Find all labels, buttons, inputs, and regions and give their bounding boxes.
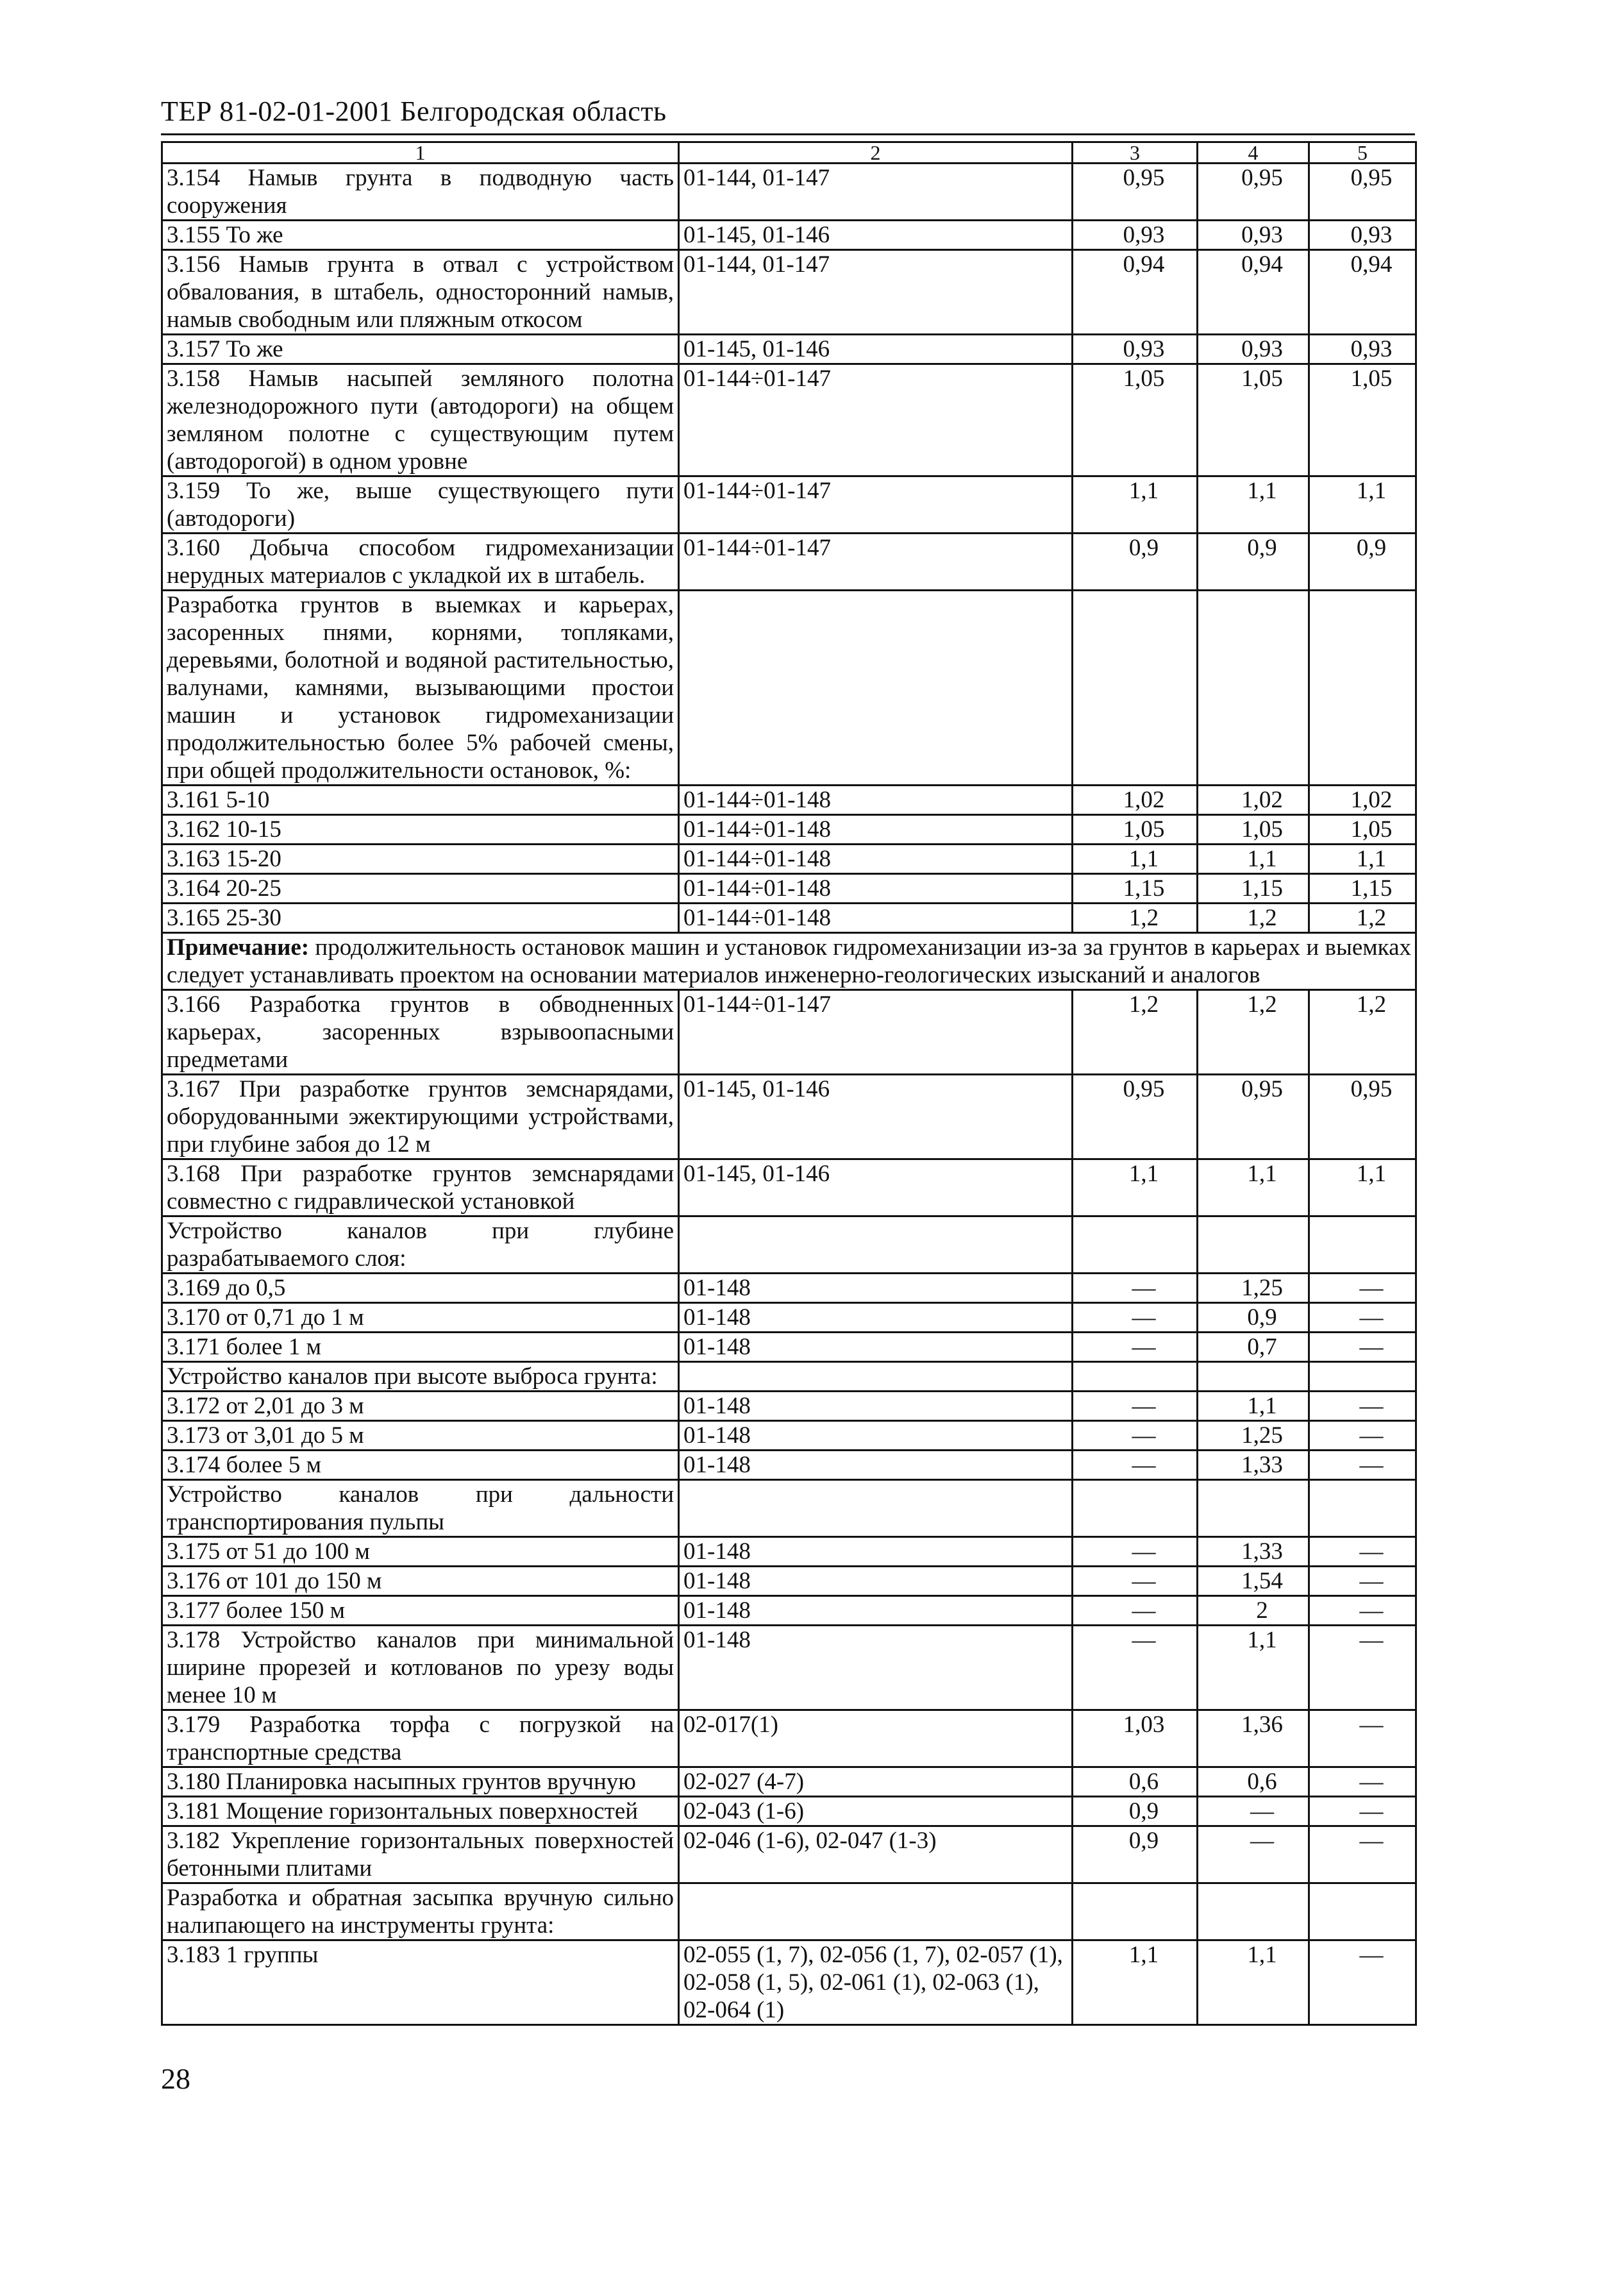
page-header: ТЕР 81-02-01-2001 Белгородская область: [161, 96, 667, 127]
coef-cell-4: 1,25: [1198, 1421, 1309, 1451]
coef-cell-5: —: [1309, 1826, 1416, 1883]
coef-cell-5: 1,1: [1309, 476, 1416, 534]
coef-cell-5: —: [1309, 1940, 1416, 2025]
coef-cell-4: 1,33: [1198, 1451, 1309, 1480]
description-cell: Устройство каналов при дальности транспортирования пульпы: [162, 1480, 679, 1537]
code-cell: 01-144÷01-148: [679, 874, 1073, 904]
table-row: [162, 1451, 1416, 1480]
table-row: [162, 1596, 1416, 1626]
coef-cell-5: —: [1309, 1710, 1416, 1767]
code-cell: [679, 1480, 1073, 1537]
code-cell: 01-148: [679, 1596, 1073, 1626]
column-header: 5: [1309, 142, 1416, 164]
coef-cell-3: 0,93: [1073, 221, 1198, 250]
table-row: [162, 845, 1416, 874]
coef-cell-5: —: [1309, 1567, 1416, 1596]
coef-cell-3: [1073, 1362, 1198, 1392]
code-cell: 01-144÷01-147: [679, 534, 1073, 591]
coef-cell-4: 2: [1198, 1596, 1309, 1626]
description-cell: 3.172 от 2,01 до 3 м: [162, 1392, 679, 1421]
coef-cell-3: [1073, 1216, 1198, 1274]
description-cell: 3.170 от 0,71 до 1 м: [162, 1303, 679, 1333]
table-row: [162, 250, 1416, 335]
coef-cell-5: —: [1309, 1767, 1416, 1797]
code-cell: 02-046 (1-6), 02-047 (1-3): [679, 1826, 1073, 1883]
coef-cell-5: 1,05: [1309, 364, 1416, 476]
coef-cell-3: 0,9: [1073, 534, 1198, 591]
coef-cell-3: 1,1: [1073, 845, 1198, 874]
coef-cell-3: 0,9: [1073, 1797, 1198, 1826]
coef-cell-3: 1,05: [1073, 815, 1198, 845]
code-cell: 01-148: [679, 1537, 1073, 1567]
coef-cell-3: 1,03: [1073, 1710, 1198, 1767]
coef-cell-3: 0,93: [1073, 335, 1198, 364]
table-row: [162, 164, 1416, 221]
coef-cell-5: 0,95: [1309, 164, 1416, 221]
column-header: 2: [679, 142, 1073, 164]
coef-cell-3: 1,15: [1073, 874, 1198, 904]
coef-cell-3: —: [1073, 1333, 1198, 1362]
code-cell: 01-145, 01-146: [679, 221, 1073, 250]
coef-cell-3: 1,05: [1073, 364, 1198, 476]
header-rule: [161, 133, 1415, 135]
code-cell: [679, 1362, 1073, 1392]
coef-cell-4: 1,2: [1198, 990, 1309, 1075]
coef-cell-3: —: [1073, 1596, 1198, 1626]
description-cell: 3.176 от 101 до 150 м: [162, 1567, 679, 1596]
table-row: [162, 874, 1416, 904]
table-row: [162, 335, 1416, 364]
description-cell: 3.178 Устройство каналов при минимальной ширине прорезей и котлованов по урезу воды менее 10 м: [162, 1626, 679, 1710]
table-row: [162, 1767, 1416, 1797]
description-cell: 3.171 более 1 м: [162, 1333, 679, 1362]
coef-cell-5: 1,05: [1309, 815, 1416, 845]
code-cell: 02-043 (1-6): [679, 1797, 1073, 1826]
coef-cell-3: 0,95: [1073, 1075, 1198, 1159]
description-cell: 3.179 Разработка торфа с погрузкой на транспортные средства: [162, 1710, 679, 1767]
description-cell: 3.155 То же: [162, 221, 679, 250]
coef-cell-5: —: [1309, 1797, 1416, 1826]
coef-cell-5: [1309, 1480, 1416, 1537]
coef-cell-5: —: [1309, 1626, 1416, 1710]
coef-cell-5: —: [1309, 1596, 1416, 1626]
coefficients-table: [161, 141, 1417, 2026]
coef-cell-5: 1,15: [1309, 874, 1416, 904]
coef-cell-4: 1,1: [1198, 476, 1309, 534]
coef-cell-3: 1,02: [1073, 786, 1198, 815]
coef-cell-5: —: [1309, 1392, 1416, 1421]
code-cell: 01-144÷01-148: [679, 815, 1073, 845]
code-cell: 01-148: [679, 1392, 1073, 1421]
table-row: [162, 1362, 1416, 1392]
coef-cell-5: 1,02: [1309, 786, 1416, 815]
code-cell: [679, 591, 1073, 786]
description-cell: 3.169 до 0,5: [162, 1274, 679, 1303]
code-cell: 01-144, 01-147: [679, 164, 1073, 221]
table-row: [162, 1159, 1416, 1216]
coef-cell-3: 0,94: [1073, 250, 1198, 335]
coef-cell-3: 0,95: [1073, 164, 1198, 221]
code-cell: [679, 1216, 1073, 1274]
coef-cell-3: [1073, 1480, 1198, 1537]
table-row: [162, 1274, 1416, 1303]
coef-cell-4: [1198, 1480, 1309, 1537]
table-header-row: [162, 142, 1416, 164]
table-row: [162, 1333, 1416, 1362]
description-cell: 3.154 Намыв грунта в подводную часть сооружения: [162, 164, 679, 221]
table-row: [162, 1883, 1416, 1940]
table-row: [162, 1567, 1416, 1596]
coef-cell-4: 0,7: [1198, 1333, 1309, 1362]
description-cell: 3.157 То же: [162, 335, 679, 364]
coef-cell-3: —: [1073, 1274, 1198, 1303]
coef-cell-5: 0,93: [1309, 221, 1416, 250]
coef-cell-3: [1073, 591, 1198, 786]
description-cell: 3.168 При разработке грунтов земснарядами совместно с гидравлической установкой: [162, 1159, 679, 1216]
description-cell: Устройство каналов при высоте выброса грунта:: [162, 1362, 679, 1392]
table-row: [162, 1626, 1416, 1710]
table-row: [162, 904, 1416, 933]
description-cell: 3.161 5-10: [162, 786, 679, 815]
code-cell: 01-144, 01-147: [679, 250, 1073, 335]
description-cell: 3.165 25-30: [162, 904, 679, 933]
coef-cell-5: —: [1309, 1333, 1416, 1362]
coef-cell-5: 1,1: [1309, 1159, 1416, 1216]
description-cell: 3.159 То же, выше существующего пути (автодороги): [162, 476, 679, 534]
table-row: [162, 591, 1416, 786]
coef-cell-5: 0,94: [1309, 250, 1416, 335]
coef-cell-4: 1,1: [1198, 845, 1309, 874]
code-cell: 02-017(1): [679, 1710, 1073, 1767]
coef-cell-4: 1,02: [1198, 786, 1309, 815]
table-row: [162, 476, 1416, 534]
coef-cell-4: 0,6: [1198, 1767, 1309, 1797]
coef-cell-4: 1,05: [1198, 364, 1309, 476]
code-cell: 02-055 (1, 7), 02-056 (1, 7), 02-057 (1), 02-058 (1, 5), 02-061 (1), 02-063 (1), 02-064 (1): [679, 1940, 1073, 2025]
note-cell: [162, 933, 1416, 990]
column-header: 3: [1073, 142, 1198, 164]
table-row: [162, 815, 1416, 845]
code-cell: 01-144÷01-147: [679, 990, 1073, 1075]
coef-cell-4: 1,25: [1198, 1274, 1309, 1303]
coef-cell-5: —: [1309, 1537, 1416, 1567]
table-row: [162, 534, 1416, 591]
coef-cell-4: 0,95: [1198, 164, 1309, 221]
coef-cell-4: 0,93: [1198, 221, 1309, 250]
coef-cell-3: 0,6: [1073, 1767, 1198, 1797]
table-row: [162, 1421, 1416, 1451]
coef-cell-4: 0,9: [1198, 534, 1309, 591]
coef-cell-5: 1,2: [1309, 904, 1416, 933]
table-row: [162, 1826, 1416, 1883]
table-note-row: [162, 933, 1416, 990]
coef-cell-5: [1309, 591, 1416, 786]
coef-cell-4: 0,94: [1198, 250, 1309, 335]
table-row: [162, 221, 1416, 250]
coef-cell-4: 1,1: [1198, 1392, 1309, 1421]
coef-cell-5: 0,9: [1309, 534, 1416, 591]
description-cell: 3.182 Укрепление горизонтальных поверхностей бетонными плитами: [162, 1826, 679, 1883]
coef-cell-3: 1,2: [1073, 990, 1198, 1075]
coef-cell-4: [1198, 1883, 1309, 1940]
column-header: 4: [1198, 142, 1309, 164]
coef-cell-3: —: [1073, 1626, 1198, 1710]
coef-cell-4: [1198, 1216, 1309, 1274]
description-cell: Разработка и обратная засыпка вручную сильно налипающего на инструменты грунта:: [162, 1883, 679, 1940]
coef-cell-5: [1309, 1883, 1416, 1940]
coef-cell-4: 1,15: [1198, 874, 1309, 904]
coef-cell-4: —: [1198, 1797, 1309, 1826]
coef-cell-4: 1,1: [1198, 1159, 1309, 1216]
table-row: [162, 1940, 1416, 2025]
code-cell: 01-148: [679, 1626, 1073, 1710]
coef-cell-5: —: [1309, 1274, 1416, 1303]
coef-cell-5: [1309, 1362, 1416, 1392]
coef-cell-3: —: [1073, 1303, 1198, 1333]
description-cell: 3.162 10-15: [162, 815, 679, 845]
code-cell: 01-144÷01-147: [679, 364, 1073, 476]
description-cell: 3.173 от 3,01 до 5 м: [162, 1421, 679, 1451]
description-cell: 3.156 Намыв грунта в отвал с устройством обвалования, в штабель, односторонний намыв, намыв свободным или пляжным откосом: [162, 250, 679, 335]
code-cell: 01-145, 01-146: [679, 1075, 1073, 1159]
description-cell: Разработка грунтов в выемках и карьерах, засоренных пнями, корнями, топляками, деревьями, болотной и водяной растительностью, валунами, камнями, вызывающими простои машин и установок гидромеханизации продолжительностью более 5% рабочей смены, при общей продолжительности остановок, %:: [162, 591, 679, 786]
description-cell: 3.158 Намыв насыпей земляного полотна железнодорожного пути (автодороги) на общем земляном полотне с существующим путем (автодорогой) в одном уровне: [162, 364, 679, 476]
coef-cell-3: —: [1073, 1567, 1198, 1596]
description-cell: 3.167 При разработке грунтов земснарядами, оборудованными эжектирующими устройствами, при глубине забоя до 12 м: [162, 1075, 679, 1159]
description-cell: 3.164 20-25: [162, 874, 679, 904]
page-number: 28: [161, 2062, 190, 2095]
note-label: Примечание:: [167, 934, 310, 961]
table-row: [162, 1075, 1416, 1159]
description-cell: 3.180 Планировка насыпных грунтов вручную: [162, 1767, 679, 1797]
coef-cell-3: —: [1073, 1392, 1198, 1421]
coef-cell-3: —: [1073, 1421, 1198, 1451]
table-row: [162, 1303, 1416, 1333]
code-cell: 01-144÷01-148: [679, 904, 1073, 933]
coef-cell-3: 0,9: [1073, 1826, 1198, 1883]
coef-cell-4: 0,95: [1198, 1075, 1309, 1159]
code-cell: 01-148: [679, 1274, 1073, 1303]
coef-cell-5: 1,2: [1309, 990, 1416, 1075]
coef-cell-5: —: [1309, 1303, 1416, 1333]
code-cell: 01-148: [679, 1333, 1073, 1362]
coef-cell-3: —: [1073, 1451, 1198, 1480]
description-cell: 3.181 Мощение горизонтальных поверхностей: [162, 1797, 679, 1826]
coef-cell-3: [1073, 1883, 1198, 1940]
description-cell: 3.177 более 150 м: [162, 1596, 679, 1626]
coef-cell-5: 0,95: [1309, 1075, 1416, 1159]
coef-cell-3: 1,1: [1073, 1159, 1198, 1216]
table-row: [162, 1537, 1416, 1567]
table-row: [162, 990, 1416, 1075]
coef-cell-3: 1,1: [1073, 476, 1198, 534]
description-cell: Устройство каналов при глубине разрабатываемого слоя:: [162, 1216, 679, 1274]
table-row: [162, 1710, 1416, 1767]
table-row: [162, 1392, 1416, 1421]
code-cell: 01-148: [679, 1421, 1073, 1451]
code-cell: 02-027 (4-7): [679, 1767, 1073, 1797]
coef-cell-5: —: [1309, 1451, 1416, 1480]
code-cell: 01-144÷01-148: [679, 786, 1073, 815]
table-row: [162, 786, 1416, 815]
table-row: [162, 1480, 1416, 1537]
column-header: 1: [162, 142, 679, 164]
coef-cell-5: [1309, 1216, 1416, 1274]
table-row: [162, 364, 1416, 476]
coef-cell-4: 0,9: [1198, 1303, 1309, 1333]
code-cell: 01-145, 01-146: [679, 335, 1073, 364]
code-cell: 01-148: [679, 1567, 1073, 1596]
coef-cell-3: 1,2: [1073, 904, 1198, 933]
coef-cell-4: [1198, 591, 1309, 786]
table-row: [162, 1797, 1416, 1826]
description-cell: 3.174 более 5 м: [162, 1451, 679, 1480]
coef-cell-4: 1,1: [1198, 1626, 1309, 1710]
description-cell: 3.163 15-20: [162, 845, 679, 874]
coef-cell-3: —: [1073, 1537, 1198, 1567]
coef-cell-3: 1,1: [1073, 1940, 1198, 2025]
coef-cell-4: 1,33: [1198, 1537, 1309, 1567]
code-cell: 01-148: [679, 1303, 1073, 1333]
note-text: продолжительность остановок машин и установок гидромеханизации из-за за грунтов в карьерах и выемках следует устанавливать проектом на основании материалов инженерно-геологических изысканий и аналогов: [167, 934, 1411, 988]
coef-cell-4: 1,36: [1198, 1710, 1309, 1767]
description-cell: 3.175 от 51 до 100 м: [162, 1537, 679, 1567]
description-cell: 3.160 Добыча способом гидромеханизации нерудных материалов с укладкой их в штабель.: [162, 534, 679, 591]
coef-cell-4: —: [1198, 1826, 1309, 1883]
coef-cell-4: 1,2: [1198, 904, 1309, 933]
code-cell: 01-148: [679, 1451, 1073, 1480]
coef-cell-4: 1,05: [1198, 815, 1309, 845]
coef-cell-4: [1198, 1362, 1309, 1392]
coef-cell-4: 1,54: [1198, 1567, 1309, 1596]
coef-cell-5: 1,1: [1309, 845, 1416, 874]
coef-cell-5: —: [1309, 1421, 1416, 1451]
coef-cell-4: 1,1: [1198, 1940, 1309, 2025]
code-cell: [679, 1883, 1073, 1940]
coef-cell-5: 0,93: [1309, 335, 1416, 364]
code-cell: 01-145, 01-146: [679, 1159, 1073, 1216]
table-row: [162, 1216, 1416, 1274]
code-cell: 01-144÷01-148: [679, 845, 1073, 874]
code-cell: 01-144÷01-147: [679, 476, 1073, 534]
description-cell: 3.183 1 группы: [162, 1940, 679, 2025]
description-cell: 3.166 Разработка грунтов в обводненных карьерах, засоренных взрывоопасными предметами: [162, 990, 679, 1075]
coef-cell-4: 0,93: [1198, 335, 1309, 364]
